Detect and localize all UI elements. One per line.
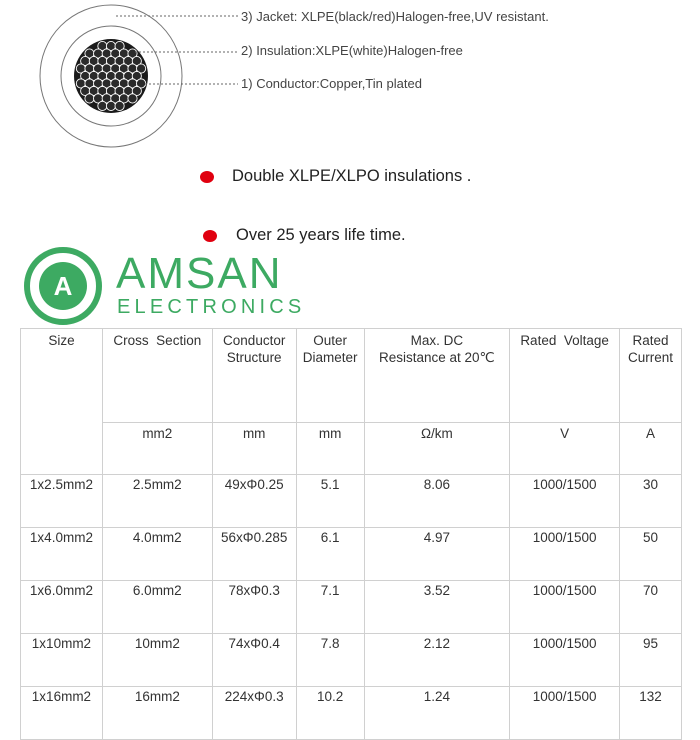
header-max-dc-resistance: Max. DC Resistance at 20℃ <box>364 329 510 423</box>
table-cell: 1000/1500 <box>510 581 620 634</box>
table-cell: 2.12 <box>364 634 510 687</box>
table-cell: 224xΦ0.3 <box>212 687 296 740</box>
amsan-logo-icon <box>22 245 104 327</box>
logo-letter: A <box>53 271 73 301</box>
table-cell: 1x16mm2 <box>21 687 103 740</box>
table-cell: 10.2 <box>296 687 364 740</box>
table-cell: 1x4.0mm2 <box>21 528 103 581</box>
feature-double-insulation: Double XLPE/XLPO insulations . <box>232 167 472 185</box>
table-cell: 1x2.5mm2 <box>21 475 103 528</box>
feature-life-time: Over 25 years life time. <box>236 226 406 244</box>
table-cell: 5.1 <box>296 475 364 528</box>
table-row <box>21 634 682 687</box>
table-cell: 1x6.0mm2 <box>21 581 103 634</box>
red-bullet-icon <box>200 171 214 183</box>
unit-cell: mm2 <box>102 423 212 475</box>
brand-subtitle: ELECTRONICS <box>117 296 306 318</box>
table-row <box>21 528 682 581</box>
header-rated-current: Rated Current <box>620 329 682 423</box>
table-cell: 6.0mm2 <box>102 581 212 634</box>
unit-cell: mm <box>212 423 296 475</box>
spec-table <box>20 328 682 740</box>
table-cell: 50 <box>620 528 682 581</box>
strand <box>98 101 107 110</box>
table-cell: 7.8 <box>296 634 364 687</box>
callout-text: Insulation:XLPE(white)Halogen-free <box>256 43 463 58</box>
table-header-row <box>21 329 682 423</box>
callout-conductor <box>241 76 422 91</box>
table-cell: 1000/1500 <box>510 634 620 687</box>
table-cell: 4.97 <box>364 528 510 581</box>
red-bullet-icon <box>203 230 217 242</box>
table-units-row <box>21 423 682 475</box>
strand <box>106 101 115 110</box>
table-cell: 1000/1500 <box>510 687 620 740</box>
table-cell: 132 <box>620 687 682 740</box>
table-row <box>21 581 682 634</box>
unit-cell: Ω/km <box>364 423 510 475</box>
unit-cell: mm <box>296 423 364 475</box>
callout-number: 3) <box>241 9 253 24</box>
callout-insulation <box>241 43 463 58</box>
brand-name: AMSAN <box>116 249 283 298</box>
table-cell: 74xΦ0.4 <box>212 634 296 687</box>
table-cell: 56xΦ0.285 <box>212 528 296 581</box>
table-cell: 95 <box>620 634 682 687</box>
table-row <box>21 687 682 740</box>
table-cell: 16mm2 <box>102 687 212 740</box>
header-outer-diameter: Outer Diameter <box>296 329 364 423</box>
table-cell: 8.06 <box>364 475 510 528</box>
strand <box>115 101 124 110</box>
unit-cell: V <box>510 423 620 475</box>
table-cell: 7.1 <box>296 581 364 634</box>
callout-jacket <box>241 9 549 24</box>
header-cross-section: Cross Section <box>102 329 212 423</box>
table-cell: 3.52 <box>364 581 510 634</box>
strand <box>128 94 137 103</box>
callout-text: Jacket: XLPE(black/red)Halogen-free,UV resistant. <box>256 9 549 24</box>
table-cell: 30 <box>620 475 682 528</box>
callout-text: Conductor:Copper,Tin plated <box>256 76 422 91</box>
header-size: Size <box>21 329 103 475</box>
header-rated-voltage: Rated Voltage <box>510 329 620 423</box>
unit-cell: A <box>620 423 682 475</box>
strand <box>85 94 94 103</box>
table-cell: 1x10mm2 <box>21 634 103 687</box>
table-cell: 4.0mm2 <box>102 528 212 581</box>
table-cell: 1000/1500 <box>510 475 620 528</box>
table-cell: 10mm2 <box>102 634 212 687</box>
table-cell: 70 <box>620 581 682 634</box>
table-cell: 1000/1500 <box>510 528 620 581</box>
table-cell: 2.5mm2 <box>102 475 212 528</box>
header-conductor-structure: Conductor Structure <box>212 329 296 423</box>
callout-number: 2) <box>241 43 253 58</box>
table-cell: 49xΦ0.25 <box>212 475 296 528</box>
table-cell: 6.1 <box>296 528 364 581</box>
callout-number: 1) <box>241 76 253 91</box>
table-cell: 1.24 <box>364 687 510 740</box>
table-row <box>21 475 682 528</box>
table-cell: 78xΦ0.3 <box>212 581 296 634</box>
